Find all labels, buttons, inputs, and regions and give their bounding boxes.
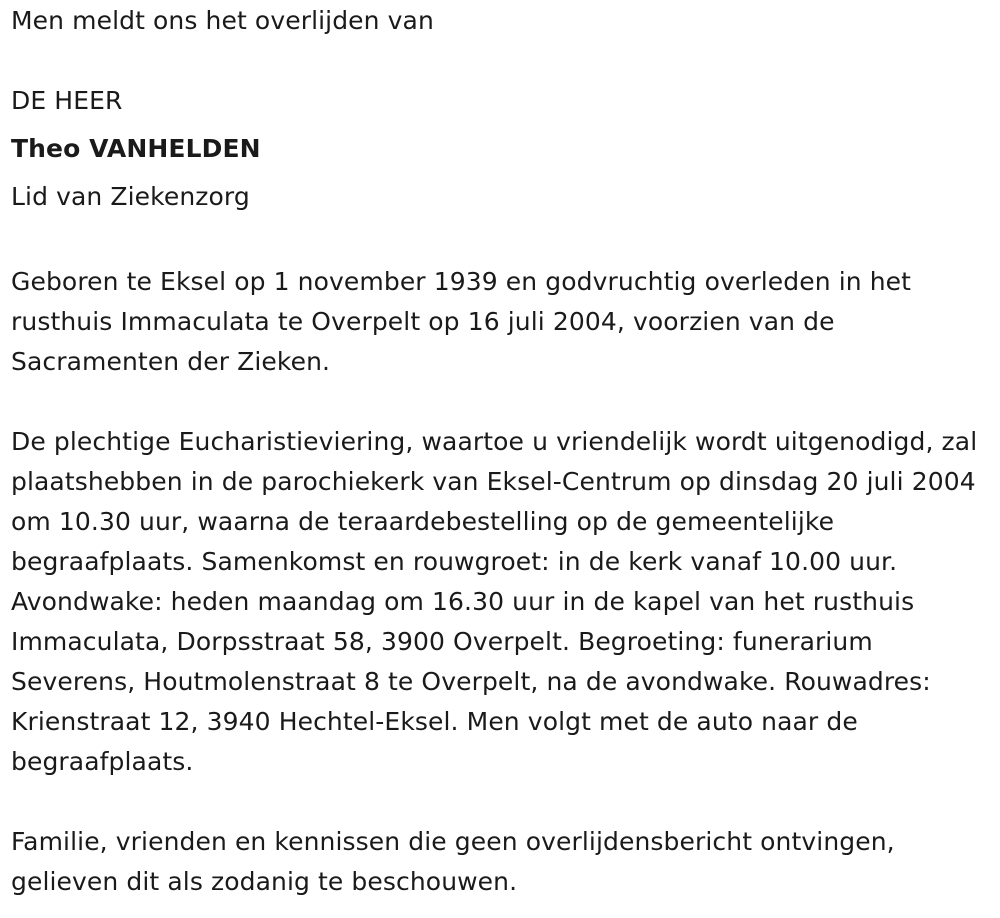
honorific: DE HEER: [11, 86, 123, 115]
deceased-name: Theo VANHELDEN: [11, 134, 261, 163]
membership-text: Lid van Ziekenzorg: [11, 182, 250, 211]
intro-text: Men meldt ons het overlijden van: [11, 6, 434, 35]
birth-death-paragraph: Geboren te Eksel op 1 november 1939 en godvruchtig overleden in het rusthuis Immaculata te Overpelt op 16 juli 2004, voorzien van de Sacramenten der Zieken.: [11, 267, 912, 376]
closing-paragraph: Familie, vrienden en kennissen die geen overlijdensbericht ontvingen, gelieven dit als zodanig te beschouwen.: [11, 827, 895, 896]
ceremony-paragraph: De plechtige Eucharistieviering, waartoe u vriendelijk wordt uitgenodigd, zal plaatshebben in de parochiekerk van Eksel-Centrum op dinsdag 20 juli 2004 om 10.30 uur, waarna de teraardebestelling op de gemeentelijke begraafplaats. Samenkomst en rouwgroet: in de kerk vanaf 10.00 uur. Avondwake: heden maandag om 16.30 uur in de kapel van het rusthuis Immaculata, Dorpsstraat 58, 3900 Overpelt. Begroeting: funerarium Severens, Houtmolenstraat 8 te Overpelt, na de avondwake. Rouwadres: Krienstraat 12, 3940 Hechtel-Eksel. Men volgt met de auto naar de begraafplaats.: [11, 427, 978, 776]
